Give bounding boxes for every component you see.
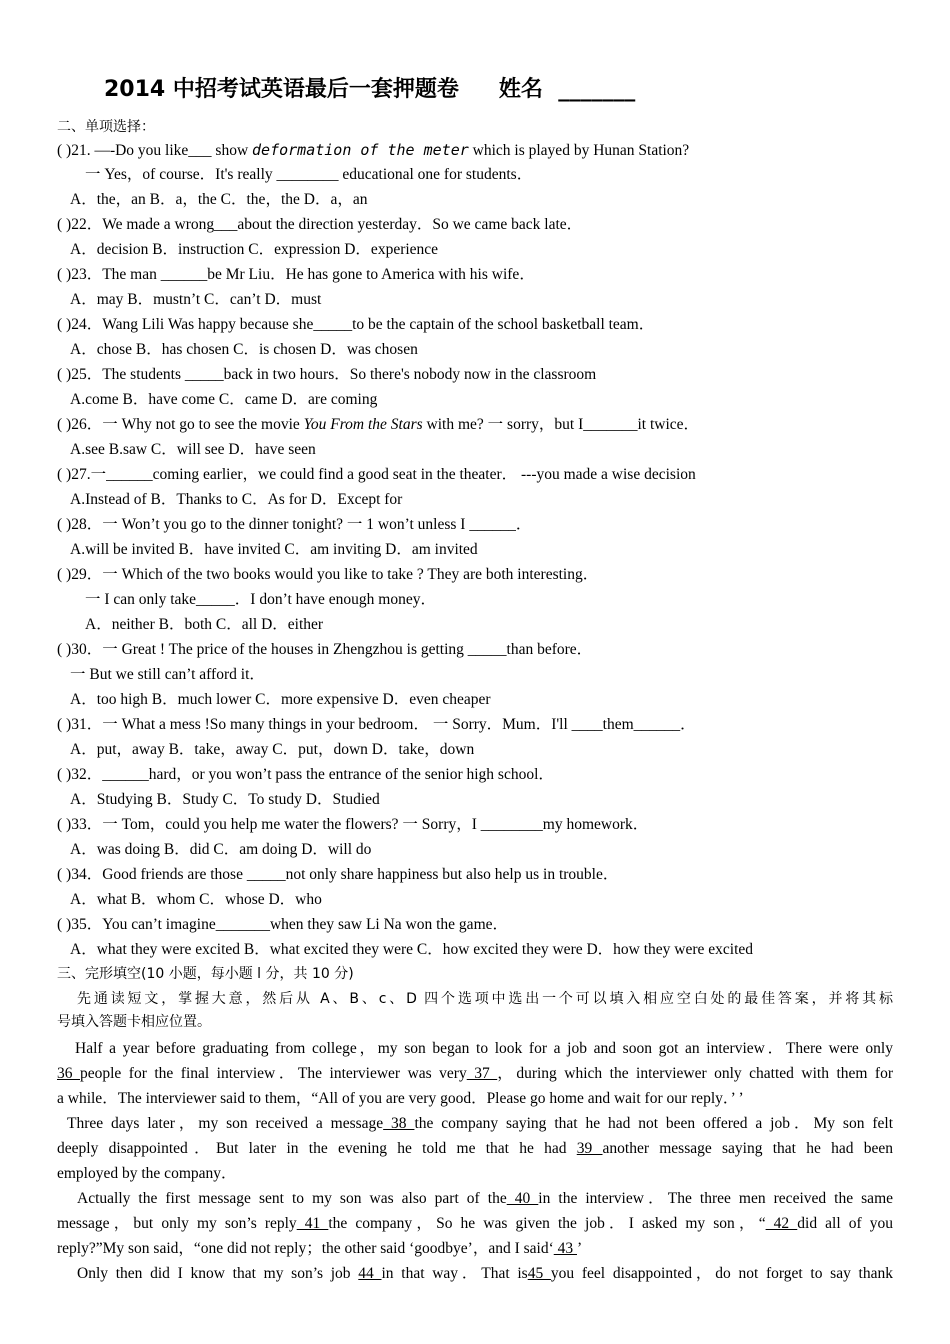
section2-heading: 二、单项选择： <box>57 119 155 135</box>
question-30-options: A．too high B．much lower C．more expensive D．even cheaper <box>70 691 491 708</box>
question-33-options: A．was doing B．did C．am doing D．will do <box>70 841 372 858</box>
blank-44: 44 <box>358 1265 382 1282</box>
question-22: ( )22．We made a wrong___about the direction yesterday．So we came back late． <box>57 216 583 233</box>
question-21: ( )21. —-Do you like___ show deformation of the meter which is played by Hunan Station? <box>57 141 690 159</box>
question-34-options: A．what B．whom C．whose D．who <box>70 891 322 908</box>
question-28-options: A.will be invited B．have invited C．am inviting D．am invited <box>70 541 478 558</box>
question-26-options: A.see B.saw C．will see D．have seen <box>70 441 316 458</box>
exam-title <box>104 72 635 103</box>
passage-p3-line3: reply?”My son said，“one did not reply；the other said ‘goodbye’，and I said‘ 43 ’ <box>57 1240 583 1257</box>
blank-38: 38 <box>383 1115 415 1132</box>
passage-p2-line3: employed by the company． <box>57 1165 237 1182</box>
question-21-options: A．the，an B．a，the C．the，the D．a，an <box>70 191 368 208</box>
question-30-line2: 一 But we still can’t afford it． <box>70 666 265 683</box>
blank-41: 41 <box>296 1215 329 1232</box>
question-24-options: A．chose B．has chosen C．is chosen D．was chosen <box>70 341 418 358</box>
question-31: ( )31．一 What a mess !So many things in your bedroom． 一 Sorry．Mum．I'll ____them______． <box>57 716 696 733</box>
blank-43: 43 <box>553 1240 577 1257</box>
question-33: ( )33．一 Tom，could you help me water the flowers? 一 Sorry，I ________my homework． <box>57 816 649 833</box>
question-32: ( )32．______hard，or you won’t pass the entrance of the senior high school． <box>57 766 554 783</box>
question-32-options: A．Studying B．Study C．To study D．Studied <box>70 791 380 808</box>
cloze-instruction-2: 号填入答题卡相应位置。 <box>57 1014 211 1030</box>
question-29-options: A．neither B．both C．all D．either <box>85 616 324 633</box>
question-29-line2: 一 I can only take_____．I don’t have enough money． <box>85 591 436 608</box>
question-34: ( )34．Good friends are those _____not only share happiness but also help us in trouble． <box>57 866 619 883</box>
blank-42: 42 <box>765 1215 798 1232</box>
passage-p3-line2: message，but only my son’s reply 41 the company，So he was given the job．I asked my son，“ 42 did all of you <box>57 1215 893 1232</box>
passage-p4-line1: Only then did I know that my son’s job 44 in that way．That is45 you feel disappointed，do not forget to say thank <box>77 1265 893 1282</box>
question-21-line2: 一 Yes，of course．It's really ________ educational one for students． <box>85 166 533 183</box>
question-30: ( )30．一 Great ! The price of the houses in Zhengzhou is getting _____than before． <box>57 641 593 658</box>
blank-39: 39 <box>576 1140 603 1157</box>
cloze-instruction-1: 先通读短文，掌握大意，然后从 A、B、c、D 四个选项中选出一个可以填入相应空白处的最佳答案，并将其标 <box>77 991 893 1007</box>
question-24: ( )24．Wang Lili Was happy because she_____to be the captain of the school basketball team． <box>57 316 655 333</box>
question-29: ( )29．一 Which of the two books would you like to take ? They are both interesting． <box>57 566 599 583</box>
blank-36: 36 <box>57 1065 80 1082</box>
passage-p2-line2: deeply disappointed．But later in the evening he told me that he had 39 another message saying that he had been <box>57 1140 894 1157</box>
passage-p1-line2: 36 people for the final interview．The interviewer was very 37 ，during which the interviewer only chatted with them for <box>57 1065 894 1082</box>
question-23: ( )23．The man ______be Mr Liu．He has gone to America with his wife． <box>57 266 535 283</box>
question-26: ( )26．一 Why not go to see the movie You From the Stars with me? 一 sorry，but I_______it twice． <box>57 416 700 433</box>
question-31-options: A．put，away B．take，away C．put，down D．take，down <box>70 741 475 758</box>
name-blank: _______ <box>558 77 636 102</box>
passage-p1-line3: a while．The interviewer said to them，“All of you are very good．Please go home and wait for our reply．’ ’ <box>57 1090 744 1107</box>
passage-p1-line1: Half a year before graduating from college，my son began to look for a job and soon got an interview．There were only <box>75 1040 893 1057</box>
question-27: ( )27.一______coming earlier，we could find a good seat in the theater． ---you made a wise decision <box>57 466 696 483</box>
passage-p3-line1: Actually the first message sent to my son was also part of the 40 in the interview．The three men received the same <box>77 1190 894 1207</box>
blank-45: 45 <box>527 1265 551 1282</box>
section3-heading: 三、完形填空(10 小题，每小题 l 分，共 10 分) <box>57 966 354 982</box>
blank-37: 37 <box>466 1065 498 1082</box>
passage-p2-line1: Three days later，my son received a message 38 the company saying that he had not been offered a job．My son felt <box>67 1115 894 1132</box>
question-23-options: A．may B．mustn’t C．can’t D．must <box>70 291 322 308</box>
question-22-options: A．decision B．instruction C．expression D．experience <box>70 241 439 258</box>
title-text: 2014 中招考试英语最后一套押题卷 <box>104 77 459 102</box>
question-25: ( )25．The students _____back in two hours．So there's nobody now in the classroom <box>57 366 597 383</box>
question-27-options: A.Instead of B．Thanks to C．As for D．Except for <box>70 491 403 508</box>
name-label: 姓名 <box>498 77 543 102</box>
blank-40: 40 <box>506 1190 539 1207</box>
question-35-options: A．what they were excited B．what excited they were C．how excited they were D．how they were excited <box>70 941 754 958</box>
question-35: ( )35．You can’t imagine_______when they saw Li Na won the game． <box>57 916 508 933</box>
question-25-options: A.come B．have come C．came D．are coming <box>70 391 378 408</box>
question-28: ( )28．一 Won’t you go to the dinner tonight? 一 1 won’t unless I ______． <box>57 516 532 533</box>
